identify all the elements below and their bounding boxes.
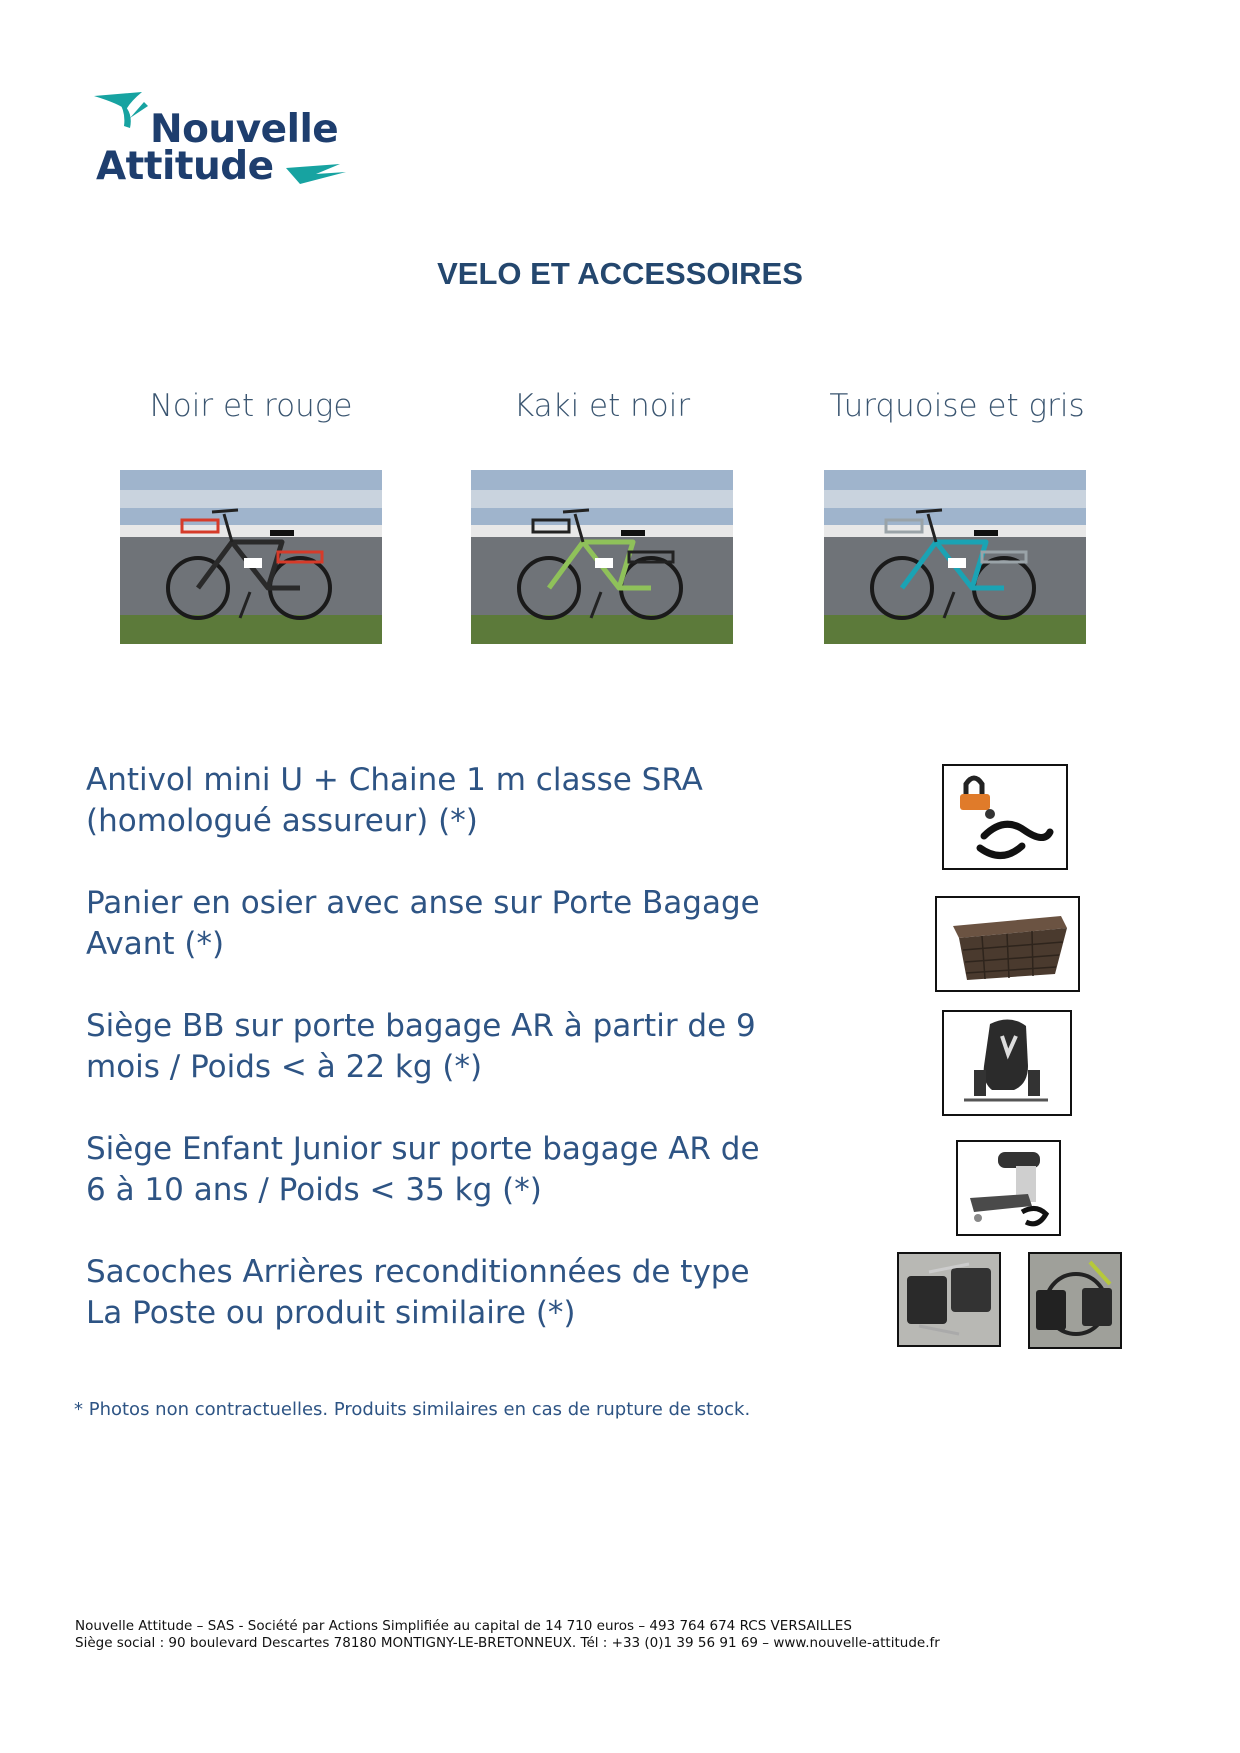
- accessory-saddlebags-line1: Sacoches Arrières reconditionnées de type: [86, 1254, 750, 1290]
- wicker-basket-icon: [935, 896, 1080, 992]
- accessory-saddlebags-line2: La Poste ou produit similaire (*): [86, 1295, 576, 1331]
- accessory-basket: [86, 883, 806, 965]
- accessory-basket-line1: Panier en osier avec anse sur Porte Bagage: [86, 885, 760, 921]
- bike-colour-label-3: Turquoise et gris: [829, 388, 1085, 424]
- accessory-basket-line2: Avant (*): [86, 926, 225, 962]
- page-title: VELO ET ACCESSOIRES: [437, 256, 803, 291]
- junior-seat-icon: [956, 1140, 1061, 1236]
- accessory-junior-seat-line1: Siège Enfant Junior sur porte bagage AR de: [86, 1131, 760, 1167]
- accessory-lock-line2: (homologué assureur) (*): [86, 803, 478, 839]
- legal-line-1: Nouvelle Attitude – SAS - Société par Actions Simplifiée au capital de 14 710 euros – 493 764 674 RCS VERSAILLES: [75, 1618, 852, 1634]
- accessory-baby-seat: [86, 1006, 806, 1088]
- bike-colour-label-1: Noir et rouge: [149, 388, 353, 424]
- accessory-baby-seat-line1: Siège BB sur porte bagage AR à partir de 9: [86, 1008, 756, 1044]
- accessory-lock-line1: Antivol mini U + Chaine 1 m classe SRA: [86, 762, 703, 798]
- accessory-saddlebags: [86, 1252, 806, 1334]
- accessory-lock: [86, 760, 806, 842]
- legal-line-2: Siège social : 90 boulevard Descartes 78180 MONTIGNY-LE-BRETONNEUX. Tél : +33 (0)1 39 56 91 69 – www.nouvelle-attitude.fr: [75, 1635, 940, 1651]
- bike-photo-3: [824, 470, 1086, 644]
- logo-text-line1: Nouvelle: [150, 107, 339, 152]
- bike-colour-label-2: Kaki et noir: [513, 388, 691, 424]
- accessory-baby-seat-line2: mois / Poids < à 22 kg (*): [86, 1049, 483, 1085]
- bike-photo-2: [471, 470, 733, 644]
- accessory-junior-seat-line2: 6 à 10 ans / Poids < 35 kg (*): [86, 1172, 542, 1208]
- lock-chain-icon: [942, 764, 1068, 870]
- accessory-junior-seat: [86, 1129, 806, 1211]
- baby-seat-icon: [942, 1010, 1072, 1116]
- logo-text-line2: Attitude: [96, 144, 274, 189]
- bike-photo-1: [120, 470, 382, 644]
- saddlebags-icon: [897, 1252, 1001, 1347]
- footnote: * Photos non contractuelles. Produits similaires en cas de rupture de stock.: [74, 1399, 751, 1420]
- company-logo: [90, 88, 360, 188]
- saddlebags-mounted-icon: [1028, 1252, 1122, 1349]
